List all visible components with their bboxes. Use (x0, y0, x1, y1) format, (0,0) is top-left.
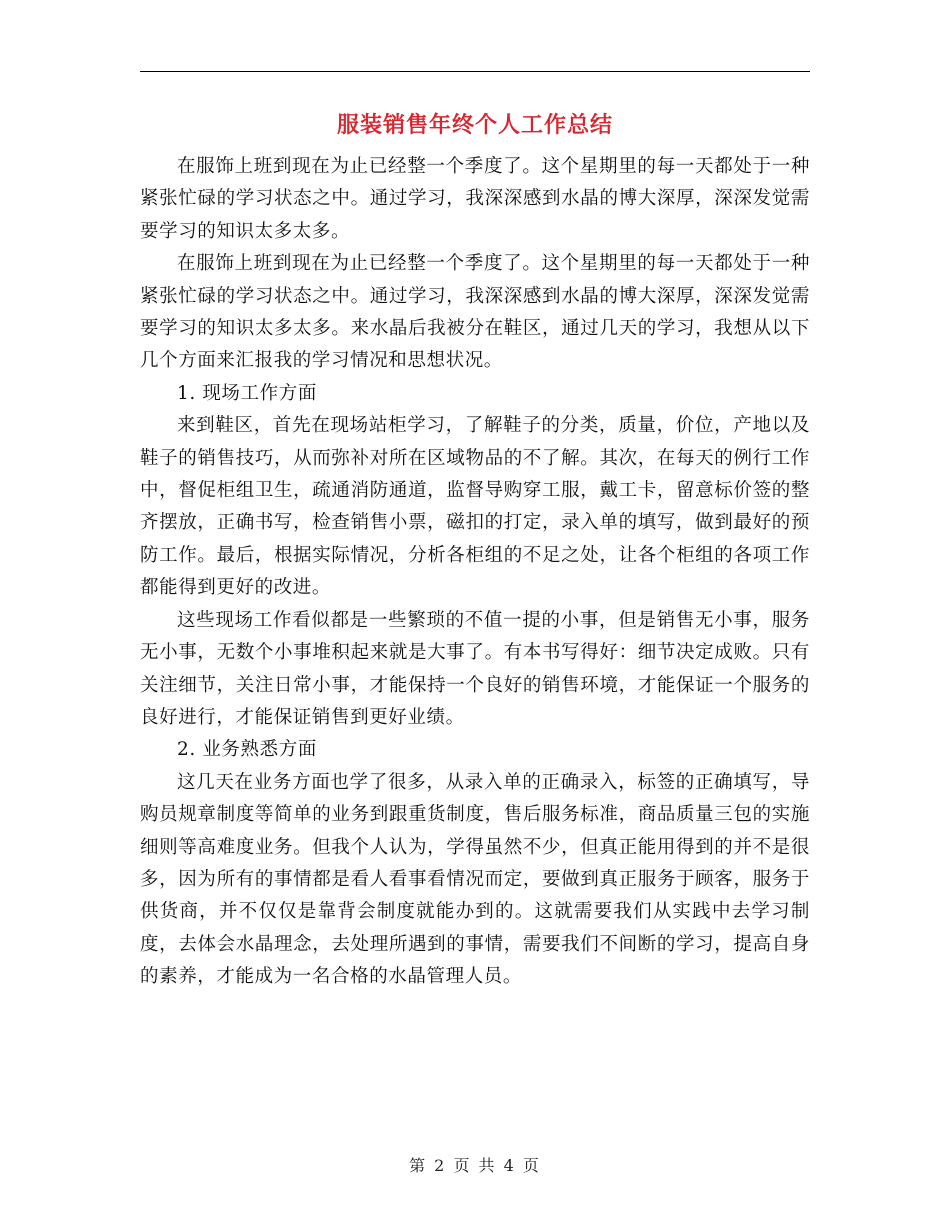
paragraph-business-familiarity: 这几天在业务方面也学了很多，从录入单的正确录入，标签的正确填写，导购员规章制度等简单的业务到跟重货制度，售后服务标准，商品质量三包的实施细则等高难度业务。但我个人认为，学得虽然不少，但真正能用得到的并不是很多，因为所有的事情都是看人看事看情况而定，要做到真正服务于顾客，服务于供货商，并不仅仅是靠背会制度就能办到的。这就需要我们从实践中去学习制度，去体会水晶理念，去处理所遇到的事情，需要我们不间断的学习，提高自身的素养，才能成为一名合格的水晶管理人员。 (140, 771, 810, 988)
section-heading-onsite-work: 1. 现场工作方面 (177, 382, 317, 404)
paragraph-details-matter: 这些现场工作看似都是一些繁琐的不值一提的小事，但是销售无小事，服务无小事，无数个小事堆积起来就是大事了。有本书写得好：细节决定成败。只有关注细节，关注日常小事，才能保持一个良好的销售环境，才能保证一个服务的良好进行，才能保证销售到更好业绩。 (140, 609, 810, 728)
document-title: 服装销售年终个人工作总结 (336, 112, 613, 138)
header-rule (140, 71, 810, 72)
paragraph-intro-extended: 在服饰上班到现在为止已经整一个季度了。这个星期里的每一天都处于一种紧张忙碌的学习状态之中。通过学习，我深深感到水晶的博大深厚，深深发觉需要学习的知识太多太多。来水晶后我被分在鞋区，通过几天的学习，我想从以下几个方面来汇报我的学习情况和思想状况。 (140, 253, 810, 372)
paragraph-onsite-work: 来到鞋区，首先在现场站柜学习，了解鞋子的分类，质量，价位，产地以及鞋子的销售技巧，从而弥补对所在区域物品的不了解。其次，在每天的例行工作中，督促柜组卫生，疏通消防通道，监督导购穿工服，戴工卡，留意标价签的整齐摆放，正确书写，检查销售小票，磁扣的打定，录入单的填写，做到最好的预防工作。最后，根据实际情况，分析各柜组的不足之处，让各个柜组的各项工作都能得到更好的改进。 (140, 415, 810, 599)
paragraph-intro: 在服饰上班到现在为止已经整一个季度了。这个星期里的每一天都处于一种紧张忙碌的学习状态之中。通过学习，我深深感到水晶的博大深厚，深深发觉需要学习的知识太多太多。 (140, 156, 810, 242)
document-body (140, 151, 810, 994)
page-footer: 第 2 页 共 4 页 (409, 1156, 541, 1175)
section-heading-business-familiarity: 2. 业务熟悉方面 (177, 739, 317, 761)
